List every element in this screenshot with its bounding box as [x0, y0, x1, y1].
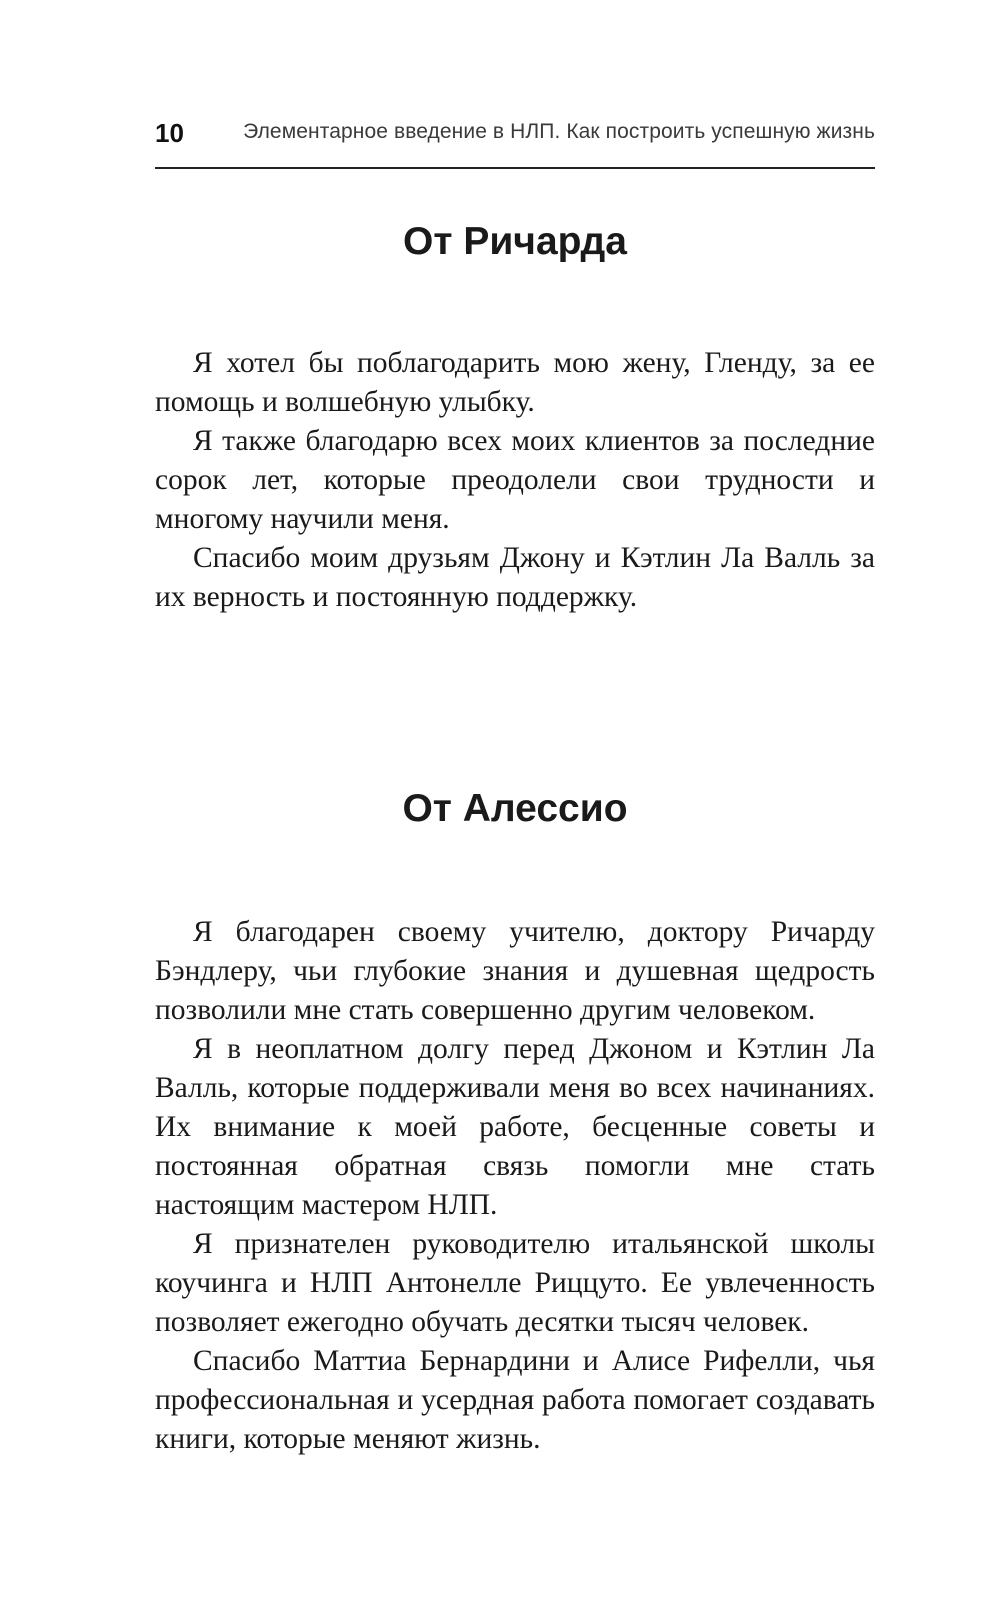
paragraph: Я в неоплатном долгу перед Джоном и Кэтлин Ла Валль, которые поддерживали меня во всех начинаниях. Их внимание к моей работе, бесценные советы и постоянная обратная связь помогли мне стать настоящим мастером НЛП. [155, 1033, 875, 1221]
paragraph: Я также благодарю всех моих клиентов за последние сорок лет, которые преодолели свои трудности и многому научили меня. [155, 425, 875, 535]
paragraph: Я благодарен своему учителю, доктору Ричарду Бэндлеру, чьи глубокие знания и душевная щедрость позволили мне стать совершенно другим человеком. [155, 916, 875, 1026]
section-body [155, 913, 875, 1459]
section-from-alessio [155, 787, 875, 1459]
section-title: От Алессио [402, 787, 628, 830]
paragraph: Спасибо Маттиа Бернардини и Алисе Рифелли, чья профессиональная и усердная работа помогает создавать книги, которые меняют жизнь. [155, 1345, 875, 1455]
running-head [155, 114, 875, 154]
section-from-richard [155, 220, 875, 617]
page-number: 10 [155, 118, 184, 148]
paragraph: Я хотел бы поблагодарить мою жену, Гленду, за ее помощь и волшебную улыбку. [155, 347, 875, 418]
paragraph: Я признателен руководителю итальянской школы коучинга и НЛП Антонелле Риццуто. Ее увлеченность позволяет ежегодно обучать десятки тысяч человек. [155, 1228, 875, 1338]
section-body [155, 344, 875, 617]
running-title: Элементарное введение в НЛП. Как построить успешную жизнь [243, 120, 875, 143]
header-rule [155, 167, 875, 169]
paragraph: Спасибо моим друзьям Джону и Кэтлин Ла Валль за их верность и постоянную поддержку. [155, 542, 875, 613]
section-title: От Ричарда [403, 220, 627, 263]
